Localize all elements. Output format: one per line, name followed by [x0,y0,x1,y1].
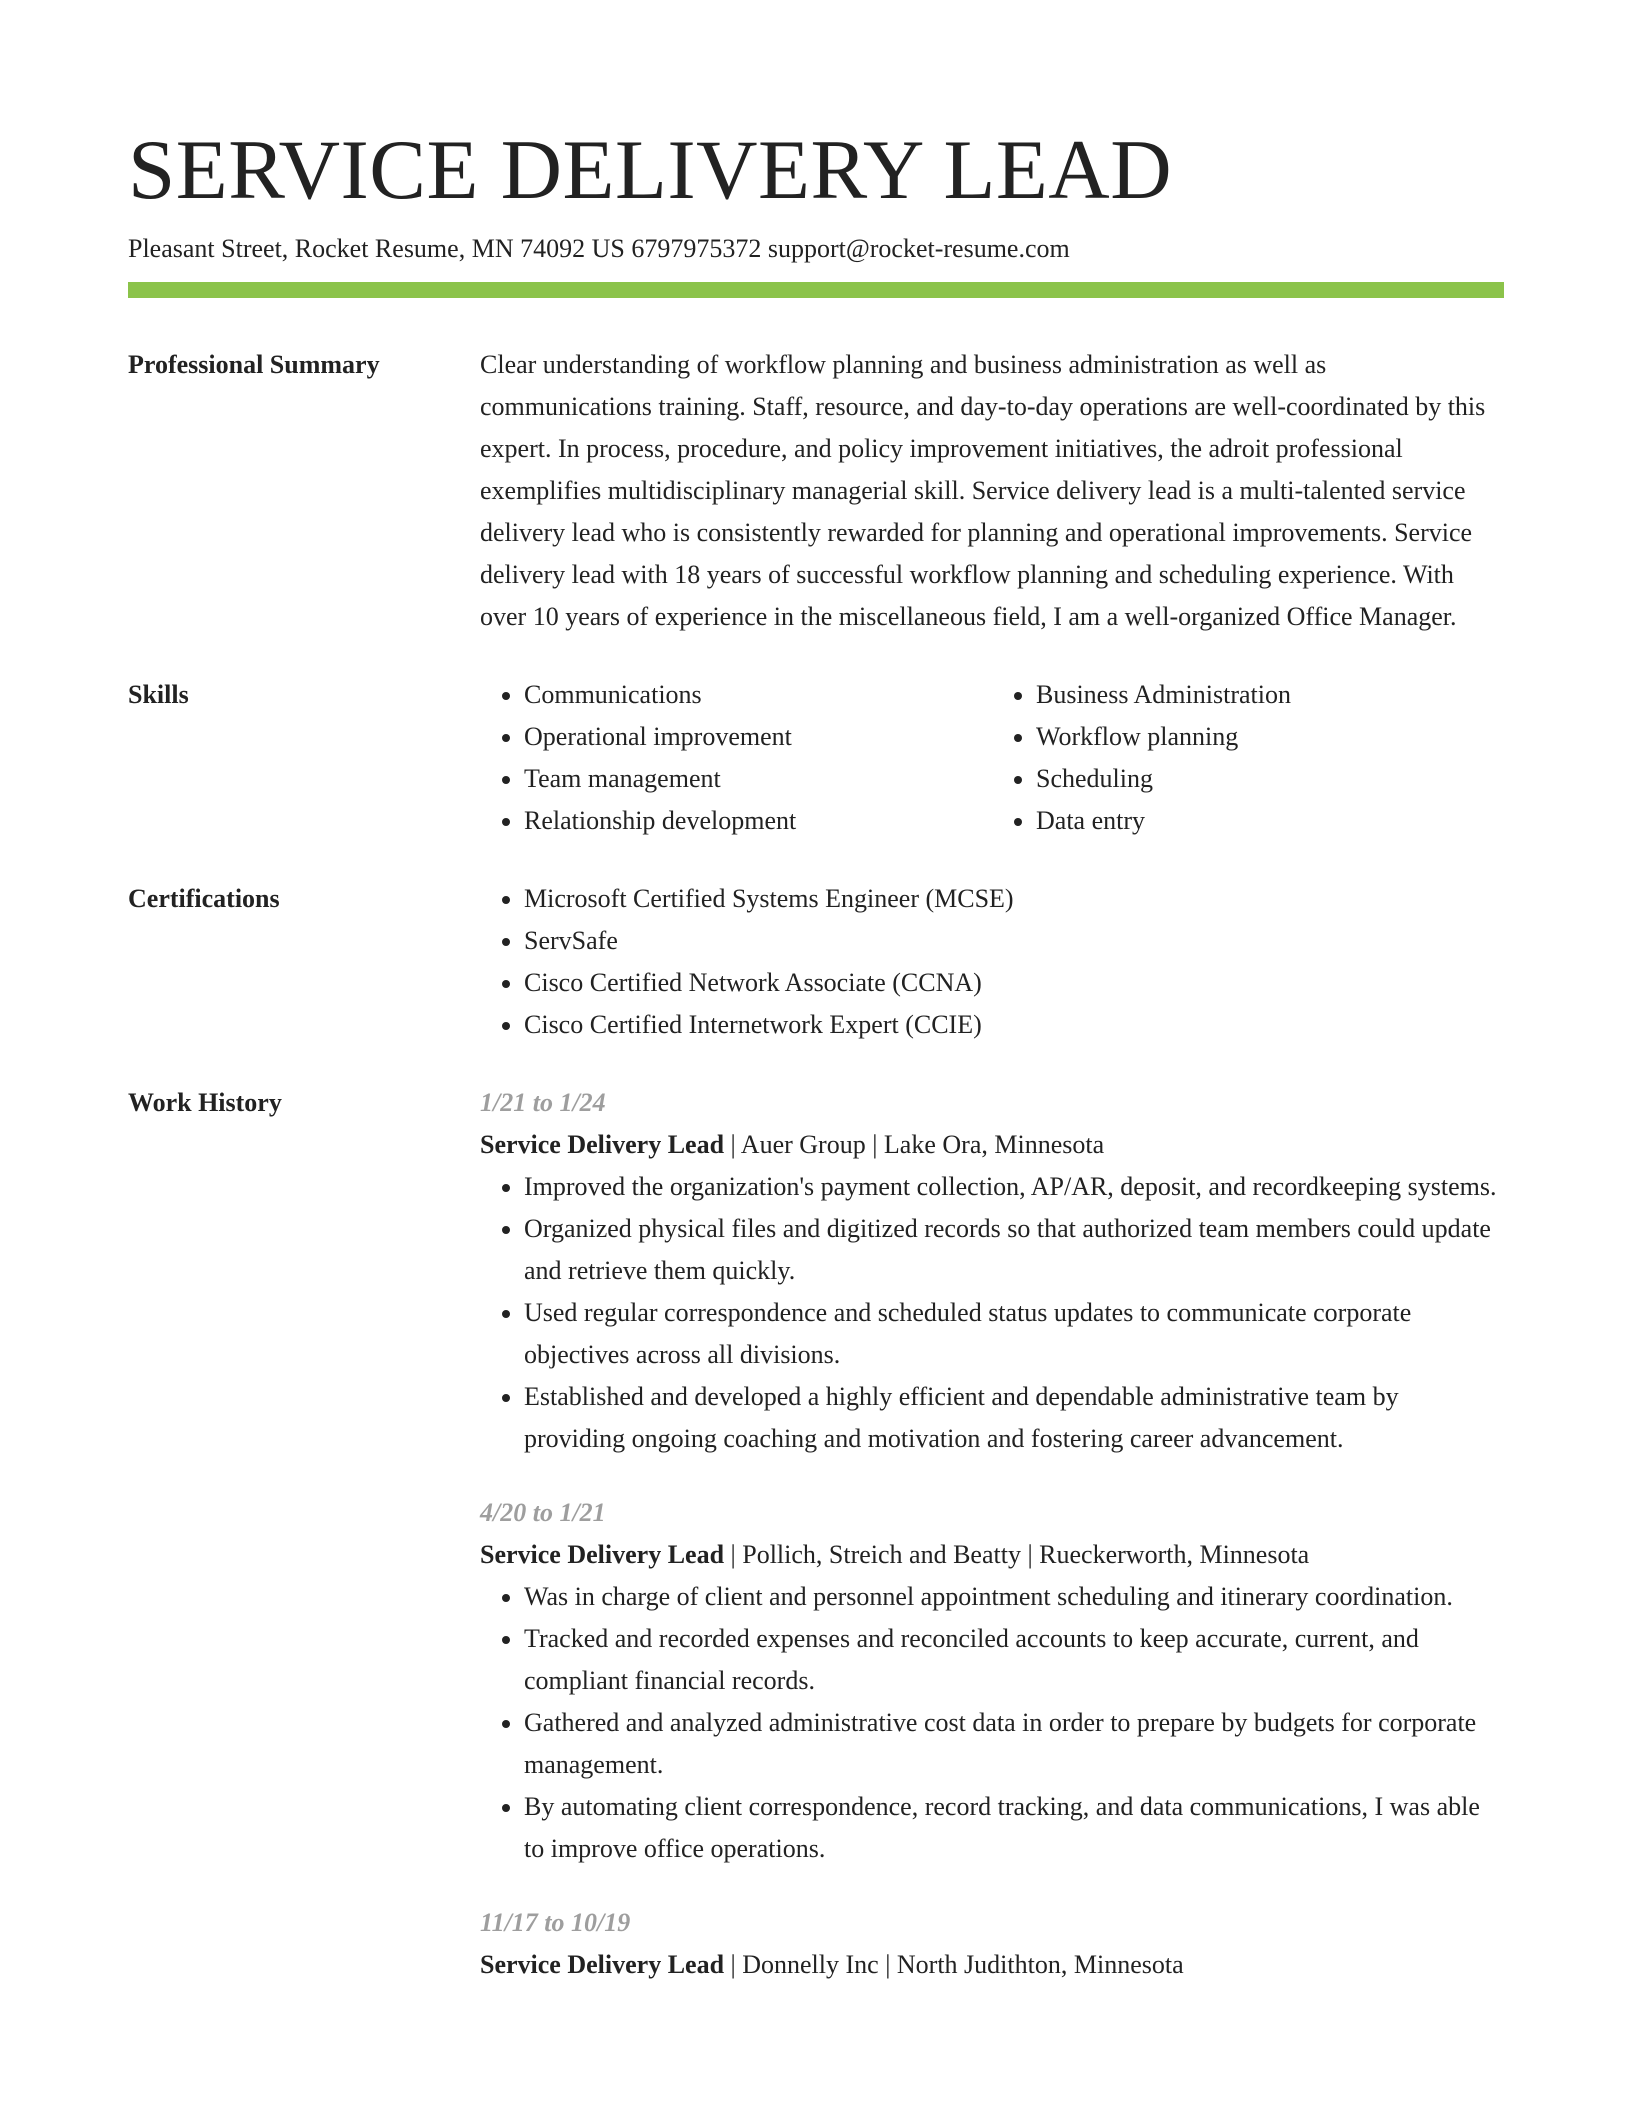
summary-text: Clear understanding of workflow planning and business administration as well as communications training. Staff, resource, and day-to-day operations are well-coordinated by this expert. In process, procedure, and policy improvement initiatives, the adroit professional exemplifies multidisciplinary managerial skill. Service delivery lead is a multi-talented service delivery lead who is consistently rewarded for planning and operational improvements. Service delivery lead with 18 years of successful workflow planning and scheduling experience. With over 10 years of experience in the miscellaneous field, I am a well-organized Office Manager. [480,350,1486,631]
accent-divider [128,282,1504,298]
job-details: | Auer Group | Lake Ora, Minnesota [724,1130,1105,1159]
skill-item: • Workflow planning [1036,716,1504,758]
skills-list-right [992,674,1504,842]
certifications-body [480,878,1504,1046]
job-duty: • Organized physical files and digitized records so that authorized team members could update and retrieve them quickly. [524,1208,1504,1292]
job-heading [480,1124,1504,1166]
skill-item: • Business Administration [1036,674,1504,716]
certifications-list [480,878,1504,1046]
certifications-section [128,878,1504,1046]
skill-item: • Data entry [1036,800,1504,842]
job-duty: • Tracked and recorded expenses and reconciled accounts to keep accurate, current, and compliant financial records. [524,1618,1504,1702]
skills-section [128,674,1504,842]
job-dates: 4/20 to 1/21 [480,1498,606,1527]
resume-title: SERVICE DELIVERY LEAD [128,123,1173,217]
job-duty: • Improved the organization's payment collection, AP/AR, deposit, and recordkeeping systems. [524,1166,1504,1208]
job-duties-list [480,1166,1504,1460]
work-history-body [480,1082,1504,2018]
skills-body [480,674,1504,842]
certification-item: • Cisco Certified Internetwork Expert (CCIE) [524,1004,1504,1046]
job-duty: • Gathered and analyzed administrative cost data in order to prepare by budgets for corporate management. [524,1702,1504,1786]
section-label-skills: Skills [128,680,189,709]
job-duty: • Used regular correspondence and scheduled status updates to communicate corporate objectives across all divisions. [524,1292,1504,1376]
job-heading [480,1944,1504,1986]
job-entry [480,1492,1504,1870]
section-label-certifications: Certifications [128,884,280,913]
job-details: | Donnelly Inc | North Judithton, Minnesota [724,1950,1184,1979]
job-title: Service Delivery Lead [480,1540,725,1569]
job-title: Service Delivery Lead [480,1130,725,1159]
job-duty: • Established and developed a highly efficient and dependable administrative team by providing ongoing coaching and motivation and fostering career advancement. [524,1376,1504,1460]
skills-grid [480,674,1504,842]
job-entry [480,1902,1504,1986]
work-history-section [128,1082,1504,2018]
skill-item: • Team management [524,758,992,800]
job-details: | Pollich, Streich and Beatty | Rueckerworth, Minnesota [724,1540,1310,1569]
section-label-work-history: Work History [128,1088,282,1117]
certification-item: • Cisco Certified Network Associate (CCNA) [524,962,1504,1004]
job-duties-list [480,1576,1504,1870]
skill-item: • Operational improvement [524,716,992,758]
job-duty: • By automating client correspondence, record tracking, and data communications, I was able to improve office operations. [524,1786,1504,1870]
job-duty: • Was in charge of client and personnel appointment scheduling and itinerary coordination. [524,1576,1504,1618]
section-label-summary: Professional Summary [128,350,380,379]
contact-line: Pleasant Street, Rocket Resume, MN 74092 US 6797975372 support@rocket-resume.com [128,234,1070,263]
summary-body [480,344,1504,638]
job-dates: 11/17 to 10/19 [480,1908,631,1937]
certification-item: • Microsoft Certified Systems Engineer (MCSE) [524,878,1504,920]
resume-page [128,0,1504,2018]
summary-section [128,344,1504,638]
job-entry [480,1082,1504,1460]
skill-item: • Relationship development [524,800,992,842]
skill-item: • Scheduling [1036,758,1504,800]
certification-item: • ServSafe [524,920,1504,962]
skill-item: • Communications [524,674,992,716]
job-dates: 1/21 to 1/24 [480,1088,606,1117]
skills-list-left [480,674,992,842]
job-title: Service Delivery Lead [480,1950,725,1979]
job-heading [480,1534,1504,1576]
